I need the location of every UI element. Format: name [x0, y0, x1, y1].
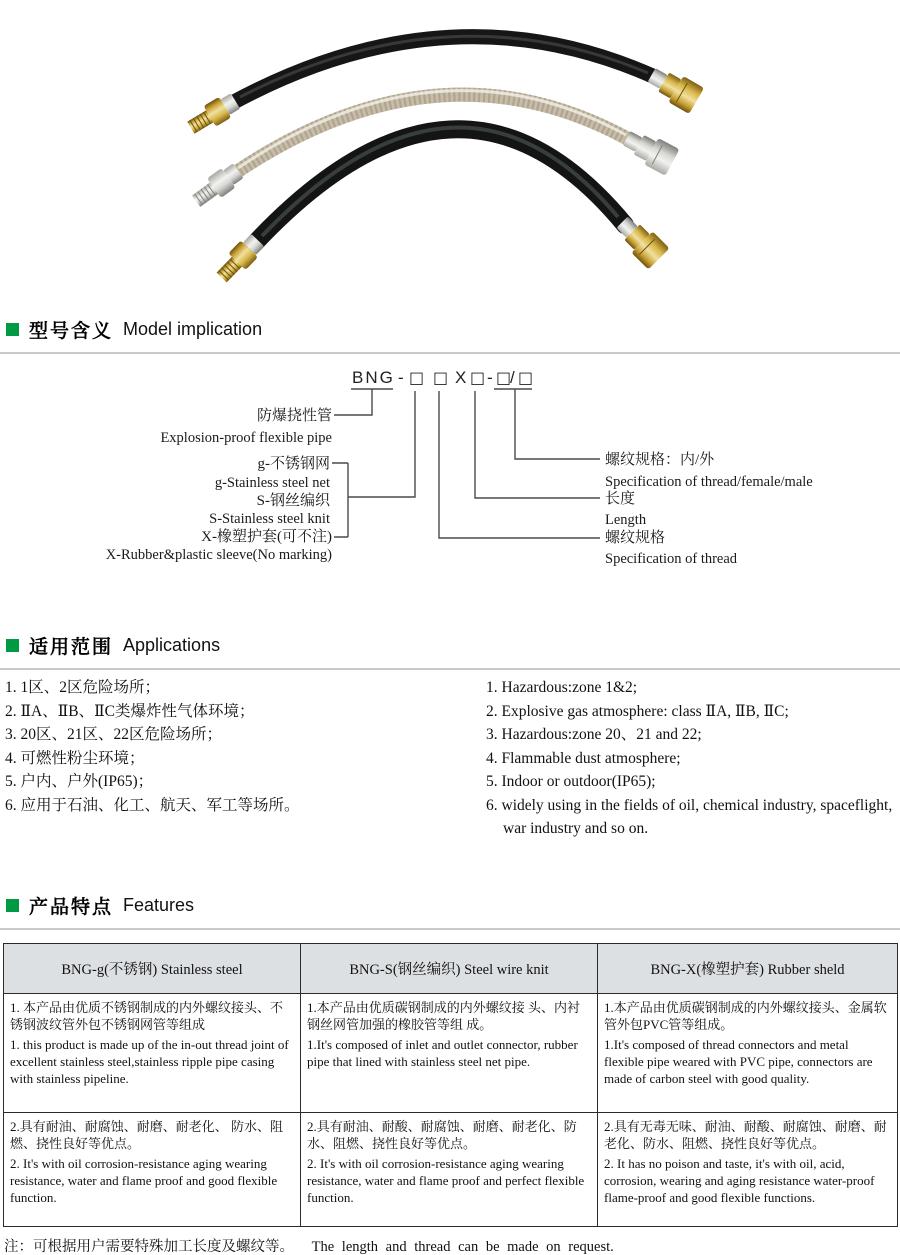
cell-text-zh: 1.本产品由优质碳钢制成的内外螺纹接 头、内衬钢丝网管加强的橡胶管等组 成。 [307, 1000, 581, 1032]
applications-list-zh [5, 676, 470, 817]
table-cell [4, 1113, 301, 1227]
column-header-bng-x: BNG-X(橡塑护套) Rubber sheld [598, 944, 898, 994]
model-title-zh: 型号含义 [29, 321, 114, 342]
list-item: 5. 户内、户外(IP65)； [5, 773, 154, 790]
product-photo [0, 5, 900, 310]
green-square-bullet [6, 323, 19, 336]
list-item: 3. 20区、21区、22区危险场所； [5, 726, 223, 743]
model-box-1: □ [409, 368, 425, 387]
model-box-3: □ [470, 368, 486, 387]
list-item: 1. Hazardous:zone 1&2; [486, 679, 638, 696]
label-thread-fm-en: Specification of thread/female/male [605, 474, 813, 490]
applications-list-en [486, 676, 896, 841]
line-thread-female-male [515, 389, 600, 459]
cell-text-en: 2. It's with oil corrosion-resistance aging wearing resistance, water and flame proof and good flexible function. [10, 1156, 278, 1205]
features-title-zh: 产品特点 [29, 897, 114, 918]
green-square-bullet [6, 639, 19, 652]
footnote-en: The length and thread can be made on request. [311, 1239, 614, 1255]
line-box1-group [348, 391, 415, 497]
list-item: 6. widely using in the fields of oil, chemical industry, spaceflight, war industry and so on. [486, 796, 893, 837]
cell-text-en: 1.It's composed of thread connectors and metal flexible pipe weared with PVC pipe, connectors are made of carbon steel with good quality. [604, 1037, 873, 1086]
list-item: 4. Flammable dust atmosphere; [486, 749, 681, 767]
table-row [4, 994, 898, 1113]
line-left-bracket [332, 463, 348, 537]
footnote [4, 1235, 894, 1255]
green-square-bullet [6, 899, 19, 912]
brass-fitting-icon [185, 91, 242, 138]
label-g-net-zh: g-不锈钢网 [257, 456, 330, 472]
table-cell [301, 1113, 598, 1227]
label-s-knit-en: S-Stainless steel knit [209, 511, 330, 527]
line-thread-spec [439, 391, 600, 538]
table-cell [598, 994, 898, 1113]
features-table [3, 943, 898, 1227]
model-sep2: - [487, 368, 495, 387]
model-box-4: □ [496, 368, 512, 387]
label-x-sleeve-en: X-Rubber&plastic sleeve(No marking) [105, 547, 332, 563]
cell-text-en: 2. It's with oil corrosion-resistance aging wearing resistance, water and flame proof and perfect flexible function. [307, 1156, 585, 1205]
list-item: 2. ⅡA、ⅡB、ⅡC类爆炸性气体环境； [5, 702, 255, 720]
cell-text-zh: 2.具有耐油、耐腐蚀、耐磨、耐老化、 防水、阻燃、挠性良好等优点。 [10, 1119, 284, 1151]
label-length-en: Length [605, 512, 647, 528]
list-item: 1. 1区、2区危险场所； [5, 679, 161, 696]
cell-text-zh: 2.具有无毒无味、耐油、耐酸、耐腐蚀、耐磨、耐老化、防水、阻燃、挠性良好等优点。 [604, 1119, 887, 1151]
table-cell [301, 994, 598, 1113]
model-box-2: □ [433, 368, 449, 387]
table-cell [598, 1113, 898, 1227]
line-length [475, 391, 600, 498]
label-thread-fm-zh: 螺纹规格：内/外 [605, 452, 715, 468]
label-s-knit-zh: S-钢丝编织 [256, 493, 330, 509]
cell-text-zh: 1.本产品由优质碳钢制成的内外螺纹接头、金属软管外包PVC管等组成。 [604, 1000, 887, 1032]
section-header-applications [0, 632, 900, 670]
cell-text-zh: 2.具有耐油、耐酸、耐腐蚀、耐磨、耐老化、防水、阻燃、挠性良好等优点。 [307, 1119, 577, 1151]
model-x: X [455, 368, 469, 387]
features-title-en: Features [123, 895, 195, 915]
list-item: 3. Hazardous:zone 20、21 and 22; [486, 726, 702, 743]
section-header-features [0, 892, 900, 930]
label-thread-spec-zh: 螺纹规格 [605, 530, 666, 546]
cell-text-en: 2. It has no poison and taste, it's with oil, acid, corrosion, wearing and aging resistance water-proof flame-proof and good flexible functions. [604, 1156, 875, 1205]
model-sep: - [398, 368, 406, 387]
model-box-5: □ [518, 368, 534, 387]
label-g-net-en: g-Stainless steel net [214, 475, 330, 491]
model-prefix: BNG [352, 368, 395, 387]
model-slash: / [510, 368, 517, 387]
model-title-en: Model implication [123, 319, 263, 339]
table-cell [4, 994, 301, 1113]
column-header-bng-s: BNG-S(钢丝编织) Steel wire knit [301, 944, 598, 994]
line-flexible-pipe [334, 389, 372, 415]
label-thread-spec-en: Specification of thread [605, 551, 738, 567]
table-row [4, 1113, 898, 1227]
table-header-row [4, 944, 898, 994]
cell-text-en: 1. this product is made up of the in-out thread joint of excellent stainless steel,stainless ripple pipe casing with stainless pipeline. [10, 1037, 289, 1086]
model-implication-diagram [0, 358, 900, 573]
applications-title-zh: 适用范围 [29, 637, 114, 658]
list-item: 4. 可燃性粉尘环境； [5, 749, 145, 767]
label-x-sleeve-zh: X-橡塑护套(可不注) [201, 529, 332, 545]
label-length-zh: 长度 [605, 491, 636, 507]
list-item: 6. 应用于石油、化工、航天、军工等场所。 [5, 796, 300, 814]
footnote-zh: 注：可根据用户需要特殊加工长度及螺纹等。 [4, 1239, 294, 1255]
cell-text-en: 1.It's composed of inlet and outlet connector, rubber pipe that lined with stainless steel net pipe. [307, 1037, 578, 1069]
list-item: 5. Indoor or outdoor(IP65); [486, 773, 656, 790]
applications-title-en: Applications [123, 635, 221, 655]
section-header-model [0, 316, 900, 354]
cell-text-zh: 1. 本产品由优质不锈钢制成的内外螺纹接头、不锈钢波纹管外包不锈钢网管等组成 [10, 1000, 284, 1032]
list-item: 2. Explosive gas atmosphere: class ⅡA, ⅡB, ⅡC; [486, 702, 789, 720]
column-header-bng-g: BNG-g(不锈钢) Stainless steel [4, 944, 301, 994]
label-flexible-pipe-zh: 防爆挠性管 [256, 408, 332, 424]
label-flexible-pipe-en: Explosion-proof flexible pipe [160, 430, 332, 446]
